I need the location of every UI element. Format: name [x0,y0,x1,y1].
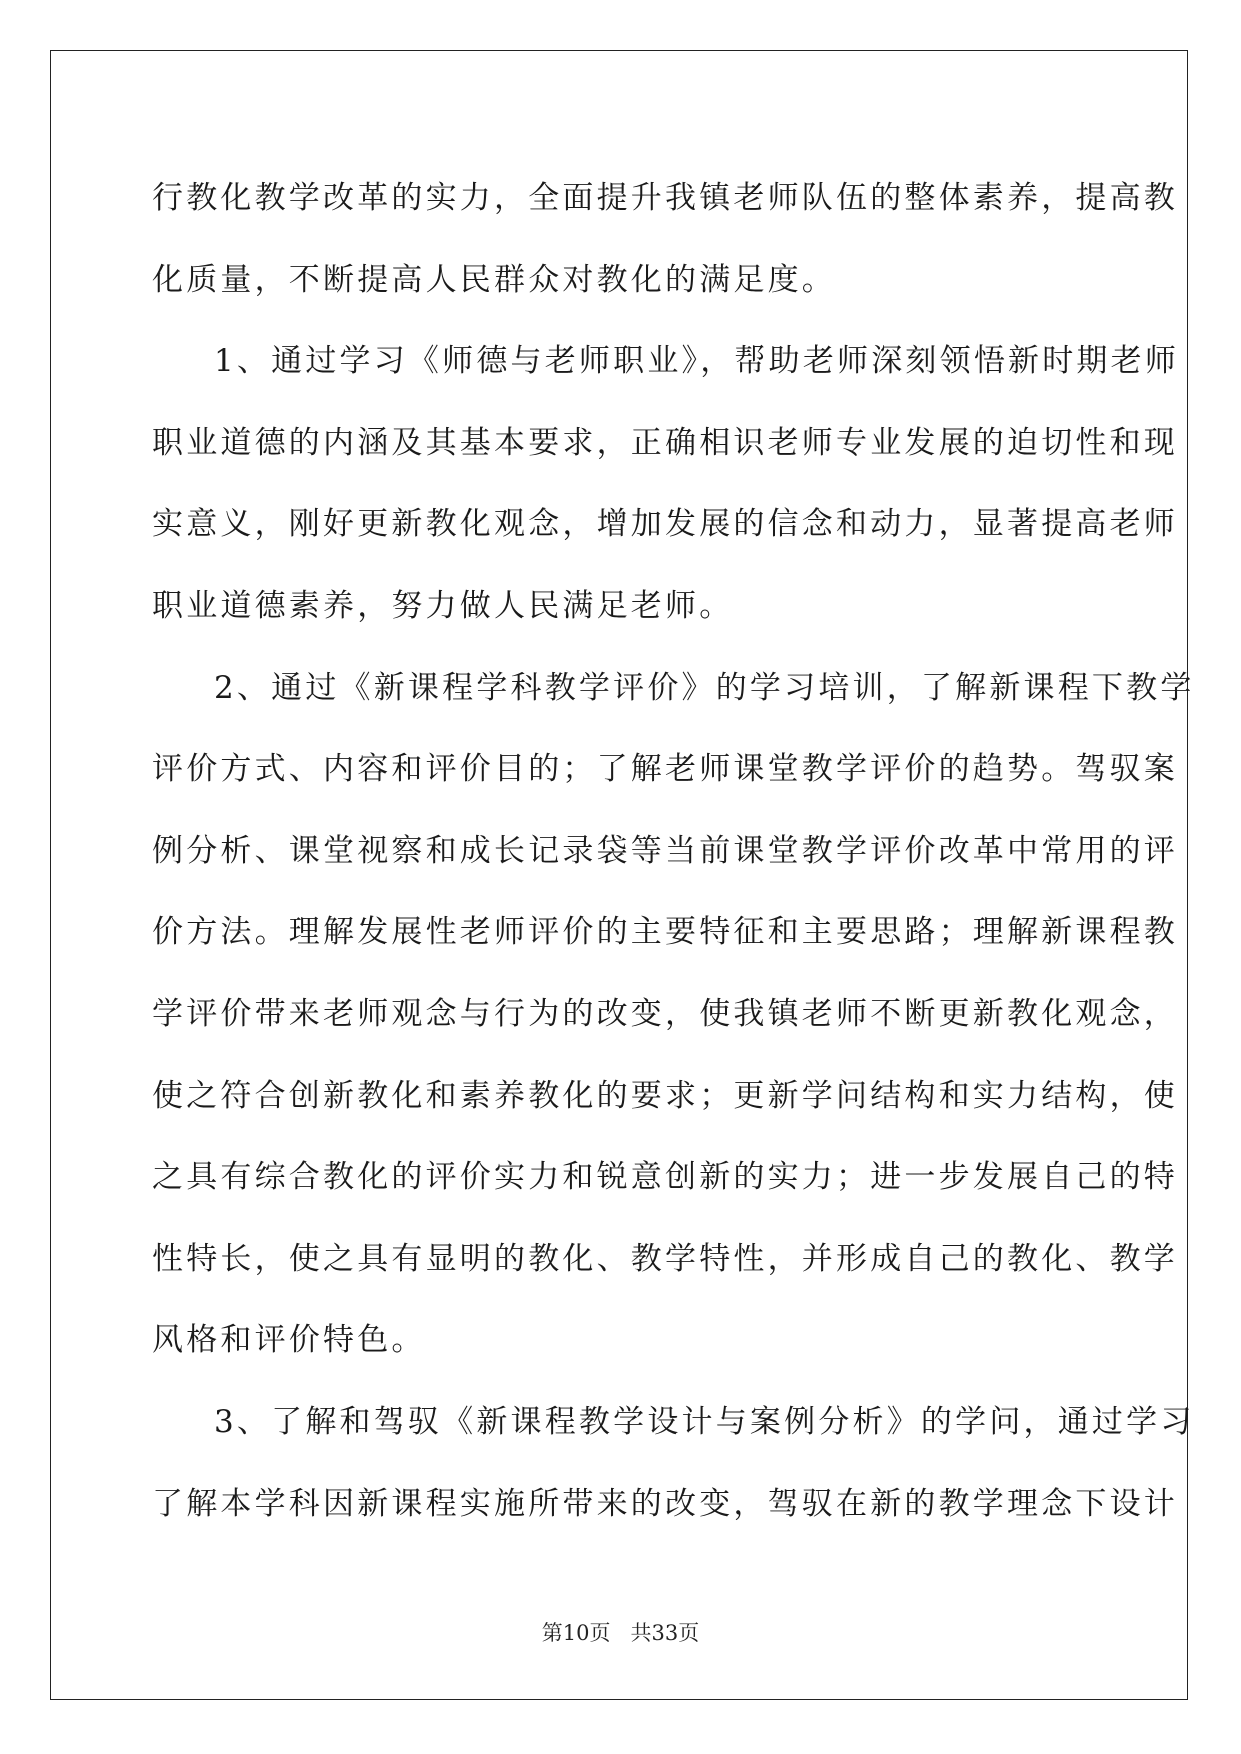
text-line: 职业道德素养，努力做人民满足老师。 [152,587,734,624]
paragraph-1 [152,321,1180,647]
text-line: 评价方式、内容和评价目的；了解老师课堂教学评价的趋势。驾驭案 [152,751,1178,788]
text-line: 1、通过学习《师德与老师职业》，帮助老师深刻领悟新时期老师 [214,343,1180,380]
text-line: 了解本学科因新课程实施所带来的改变，驾驭在新的教学理念下设计 [152,1485,1178,1522]
document-body [152,158,1195,1545]
page-number: 第10页 [541,1621,611,1645]
text-line: 2、通过《新课程学科教学评价》的学习培训，了解新课程下教学 [214,669,1195,706]
text-line: 学评价带来老师观念与行为的改变，使我镇老师不断更新教化观念， [152,995,1178,1032]
page-footer [0,1617,1241,1647]
text-line: 行教化教学改革的实力，全面提升我镇老师队伍的整体素养，提高教 [152,180,1178,216]
paragraph-2 [152,648,1195,1382]
text-line: 价方法。理解发展性老师评价的主要特征和主要思路；理解新课程教 [152,914,1178,951]
text-line: 之具有综合教化的评价实力和锐意创新的实力；进一步发展自己的特 [152,1159,1178,1196]
text-line: 例分析、课堂视察和成长记录袋等当前课堂教学评价改革中常用的评 [152,832,1178,869]
paragraph-3 [152,1382,1195,1545]
text-line: 使之符合创新教化和素养教化的要求；更新学问结构和实力结构，使 [152,1077,1178,1114]
text-line: 实意义，刚好更新教化观念，增加发展的信念和动力，显著提高老师 [152,506,1178,543]
text-line: 性特长，使之具有显明的教化、教学特性，并形成自己的教化、教学 [152,1240,1178,1277]
text-line: 职业道德的内涵及其基本要求，正确相识老师专业发展的迫切性和现 [152,424,1178,461]
paragraph-0 [152,158,1178,321]
text-line: 化质量，不断提高人民群众对教化的满足度。 [152,261,836,298]
text-line: 3、了解和驾驭《新课程教学设计与案例分析》的学问，通过学习 [214,1403,1195,1440]
text-line: 风格和评价特色。 [152,1322,426,1359]
page-total: 共33页 [630,1621,700,1645]
